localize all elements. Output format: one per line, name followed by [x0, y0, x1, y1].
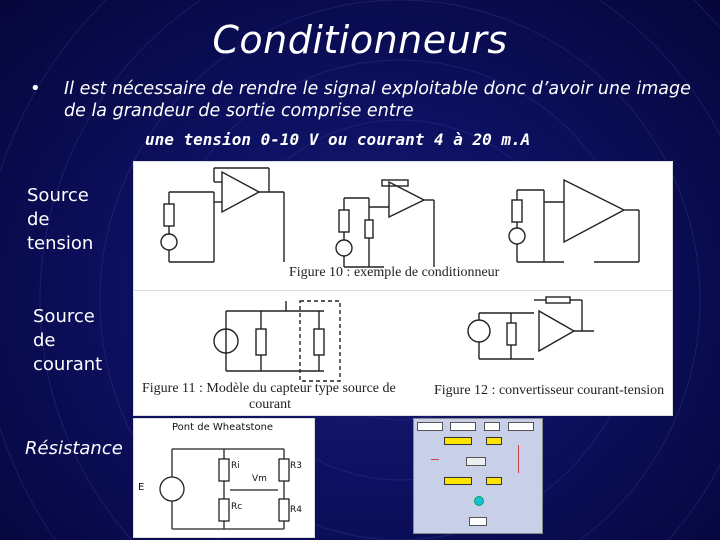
label-resistance: Résistance — [25, 438, 123, 459]
label-line: de — [33, 330, 56, 351]
sim-value — [444, 437, 472, 445]
simulation-thumbnail — [413, 418, 543, 534]
label-line: tension — [27, 233, 94, 254]
label-line: de — [27, 209, 50, 230]
sim-button — [508, 422, 534, 431]
figure-12-caption: Figure 12 : convertisseur courant-tension — [434, 383, 665, 398]
figure-11-12-panel — [133, 290, 673, 416]
sim-indicator-icon — [474, 496, 484, 506]
sim-value — [486, 437, 502, 445]
label-line: Source — [27, 185, 89, 206]
wheatstone-r4-label: R4 — [290, 505, 302, 515]
figure-11-caption-line2: courant — [249, 397, 291, 412]
label-line: Source — [33, 306, 95, 327]
wheatstone-title: Pont de Wheatstone — [172, 422, 274, 433]
sim-mark — [431, 459, 439, 460]
figure-10-panel — [133, 161, 673, 291]
sim-display — [466, 457, 486, 466]
wheatstone-e-label: E — [138, 482, 145, 493]
wheatstone-rc-label: Rc — [231, 502, 243, 512]
label-source-courant — [33, 305, 102, 377]
sim-button — [469, 517, 487, 526]
wheatstone-panel — [133, 418, 315, 538]
figure-10-caption: Figure 10 : exemple de conditionneur — [289, 265, 500, 280]
sim-button — [450, 422, 476, 431]
wheatstone-schematic — [134, 419, 314, 537]
bullet-subtext: une tension 0-10 V ou courant 4 à 20 m.A — [145, 130, 531, 149]
wheatstone-vm-label: Vm — [252, 474, 267, 484]
sim-button — [417, 422, 443, 431]
wheatstone-ri-label: Ri — [231, 461, 240, 471]
sim-value — [486, 477, 502, 485]
wheatstone-r3-label: R3 — [290, 461, 302, 471]
label-source-tension — [27, 184, 93, 256]
label-line: courant — [33, 354, 103, 375]
bullet-text: Il est nécessaire de rendre le signal exploitable donc d’avoir une image de la grandeur de sortie comprise entre — [64, 79, 691, 121]
bullet-marker: • — [30, 78, 41, 99]
figure-11-caption-line1: Figure 11 : Modèle du capteur type source de — [142, 381, 396, 396]
sim-mark — [518, 445, 519, 473]
sim-value — [444, 477, 472, 485]
sim-button — [484, 422, 500, 431]
slide-title: Conditionneurs — [212, 18, 508, 62]
